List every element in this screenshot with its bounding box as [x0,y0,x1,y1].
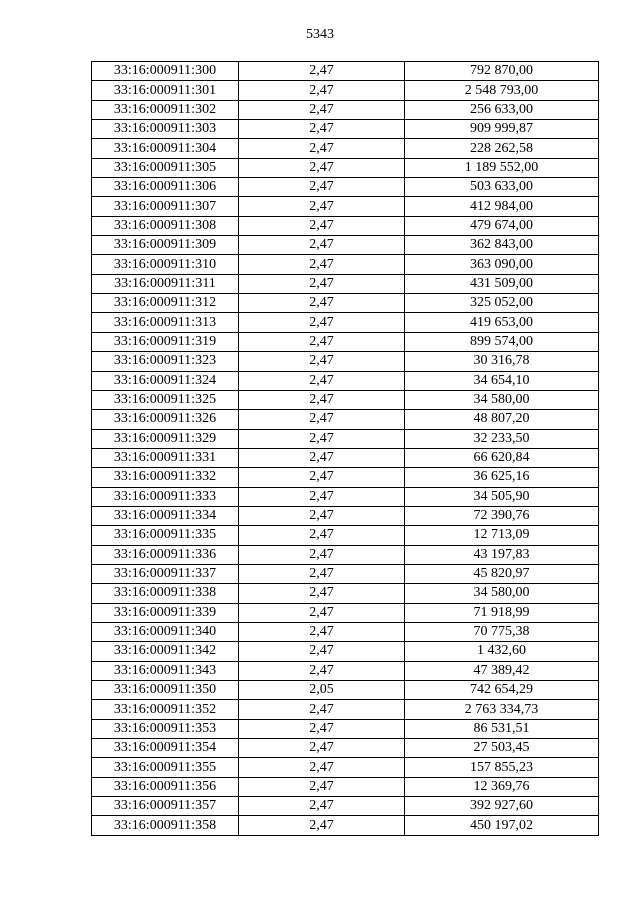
value-cell: 66 620,84 [405,448,599,467]
table-row [92,448,599,467]
table-row [92,139,599,158]
coefficient-cell: 2,47 [239,197,405,216]
value-cell: 27 503,45 [405,739,599,758]
coefficient-cell: 2,47 [239,352,405,371]
coefficient-cell: 2,47 [239,81,405,100]
data-table [91,61,599,836]
value-cell: 12 713,09 [405,526,599,545]
table-row [92,622,599,641]
coefficient-cell: 2,47 [239,758,405,777]
value-cell: 70 775,38 [405,622,599,641]
cadastral-number-cell: 33:16:000911:334 [92,506,239,525]
coefficient-cell: 2,47 [239,584,405,603]
coefficient-cell: 2,47 [239,158,405,177]
coefficient-cell: 2,47 [239,216,405,235]
coefficient-cell: 2,47 [239,429,405,448]
table-row [92,62,599,81]
cadastral-number-cell: 33:16:000911:309 [92,236,239,255]
table-row [92,758,599,777]
table-row [92,294,599,313]
cadastral-number-cell: 33:16:000911:357 [92,797,239,816]
coefficient-cell: 2,47 [239,603,405,622]
coefficient-cell: 2,47 [239,700,405,719]
coefficient-cell: 2,47 [239,642,405,661]
value-cell: 742 654,29 [405,681,599,700]
value-cell: 362 843,00 [405,236,599,255]
table-row [92,120,599,139]
coefficient-cell: 2,47 [239,526,405,545]
table-row [92,584,599,603]
table-row [92,81,599,100]
cadastral-number-cell: 33:16:000911:339 [92,603,239,622]
value-cell: 392 927,60 [405,797,599,816]
cadastral-number-cell: 33:16:000911:329 [92,429,239,448]
coefficient-cell: 2,47 [239,410,405,429]
table-body [92,62,599,836]
value-cell: 412 984,00 [405,197,599,216]
coefficient-cell: 2,05 [239,681,405,700]
table-row [92,564,599,583]
value-cell: 256 633,00 [405,100,599,119]
value-cell: 12 369,76 [405,777,599,796]
table-row [92,700,599,719]
cadastral-number-cell: 33:16:000911:305 [92,158,239,177]
table-row [92,719,599,738]
cadastral-number-cell: 33:16:000911:352 [92,700,239,719]
table-row [92,197,599,216]
coefficient-cell: 2,47 [239,236,405,255]
cadastral-number-cell: 33:16:000911:301 [92,81,239,100]
coefficient-cell: 2,47 [239,120,405,139]
table-row [92,487,599,506]
table-row [92,313,599,332]
cadastral-number-cell: 33:16:000911:319 [92,332,239,351]
value-cell: 450 197,02 [405,816,599,835]
coefficient-cell: 2,47 [239,661,405,680]
coefficient-cell: 2,47 [239,294,405,313]
table-row [92,255,599,274]
cadastral-number-cell: 33:16:000911:302 [92,100,239,119]
table-row [92,816,599,835]
cadastral-number-cell: 33:16:000911:340 [92,622,239,641]
value-cell: 2 763 334,73 [405,700,599,719]
cadastral-number-cell: 33:16:000911:306 [92,178,239,197]
coefficient-cell: 2,47 [239,506,405,525]
cadastral-number-cell: 33:16:000911:350 [92,681,239,700]
coefficient-cell: 2,47 [239,816,405,835]
coefficient-cell: 2,47 [239,545,405,564]
cadastral-number-cell: 33:16:000911:311 [92,274,239,293]
table-row [92,371,599,390]
coefficient-cell: 2,47 [239,719,405,738]
cadastral-number-cell: 33:16:000911:310 [92,255,239,274]
value-cell: 45 820,97 [405,564,599,583]
cadastral-number-cell: 33:16:000911:325 [92,390,239,409]
cadastral-number-cell: 33:16:000911:313 [92,313,239,332]
coefficient-cell: 2,47 [239,777,405,796]
coefficient-cell: 2,47 [239,255,405,274]
table-row [92,468,599,487]
value-cell: 325 052,00 [405,294,599,313]
table-row [92,661,599,680]
table-row [92,390,599,409]
value-cell: 72 390,76 [405,506,599,525]
value-cell: 792 870,00 [405,62,599,81]
cadastral-number-cell: 33:16:000911:308 [92,216,239,235]
value-cell: 479 674,00 [405,216,599,235]
value-cell: 157 855,23 [405,758,599,777]
table-row [92,681,599,700]
cadastral-number-cell: 33:16:000911:342 [92,642,239,661]
cadastral-number-cell: 33:16:000911:312 [92,294,239,313]
cadastral-number-cell: 33:16:000911:358 [92,816,239,835]
cadastral-number-cell: 33:16:000911:343 [92,661,239,680]
cadastral-number-cell: 33:16:000911:353 [92,719,239,738]
value-cell: 363 090,00 [405,255,599,274]
cadastral-number-cell: 33:16:000911:300 [92,62,239,81]
table-row [92,797,599,816]
coefficient-cell: 2,47 [239,371,405,390]
value-cell: 34 505,90 [405,487,599,506]
value-cell: 34 580,00 [405,584,599,603]
value-cell: 30 316,78 [405,352,599,371]
table-row [92,274,599,293]
value-cell: 1 432,60 [405,642,599,661]
table-row [92,410,599,429]
table-row [92,236,599,255]
coefficient-cell: 2,47 [239,468,405,487]
value-cell: 34 580,00 [405,390,599,409]
table-row [92,777,599,796]
cadastral-number-cell: 33:16:000911:307 [92,197,239,216]
value-cell: 32 233,50 [405,429,599,448]
table-row [92,332,599,351]
table-row [92,158,599,177]
coefficient-cell: 2,47 [239,390,405,409]
coefficient-cell: 2,47 [239,313,405,332]
coefficient-cell: 2,47 [239,448,405,467]
cadastral-number-cell: 33:16:000911:323 [92,352,239,371]
coefficient-cell: 2,47 [239,100,405,119]
value-cell: 43 197,83 [405,545,599,564]
coefficient-cell: 2,47 [239,797,405,816]
coefficient-cell: 2,47 [239,178,405,197]
coefficient-cell: 2,47 [239,564,405,583]
cadastral-number-cell: 33:16:000911:303 [92,120,239,139]
cadastral-number-cell: 33:16:000911:331 [92,448,239,467]
coefficient-cell: 2,47 [239,487,405,506]
cadastral-number-cell: 33:16:000911:356 [92,777,239,796]
cadastral-number-cell: 33:16:000911:337 [92,564,239,583]
value-cell: 47 389,42 [405,661,599,680]
cadastral-number-cell: 33:16:000911:338 [92,584,239,603]
value-cell: 1 189 552,00 [405,158,599,177]
coefficient-cell: 2,47 [239,274,405,293]
value-cell: 86 531,51 [405,719,599,738]
cadastral-number-cell: 33:16:000911:336 [92,545,239,564]
cadastral-number-cell: 33:16:000911:335 [92,526,239,545]
value-cell: 228 262,58 [405,139,599,158]
table-row [92,739,599,758]
value-cell: 2 548 793,00 [405,81,599,100]
cadastral-number-cell: 33:16:000911:355 [92,758,239,777]
table-row [92,506,599,525]
coefficient-cell: 2,47 [239,62,405,81]
table-row [92,545,599,564]
cadastral-number-cell: 33:16:000911:333 [92,487,239,506]
page-number: 5343 [306,27,334,42]
table-row [92,100,599,119]
table-row [92,429,599,448]
coefficient-cell: 2,47 [239,622,405,641]
value-cell: 34 654,10 [405,371,599,390]
table-row [92,603,599,622]
table-row [92,178,599,197]
cadastral-number-cell: 33:16:000911:324 [92,371,239,390]
table-row [92,352,599,371]
value-cell: 431 509,00 [405,274,599,293]
coefficient-cell: 2,47 [239,139,405,158]
table-row [92,642,599,661]
cadastral-number-cell: 33:16:000911:326 [92,410,239,429]
value-cell: 419 653,00 [405,313,599,332]
value-cell: 48 807,20 [405,410,599,429]
coefficient-cell: 2,47 [239,332,405,351]
value-cell: 909 999,87 [405,120,599,139]
value-cell: 503 633,00 [405,178,599,197]
coefficient-cell: 2,47 [239,739,405,758]
value-cell: 36 625,16 [405,468,599,487]
value-cell: 71 918,99 [405,603,599,622]
cadastral-number-cell: 33:16:000911:332 [92,468,239,487]
value-cell: 899 574,00 [405,332,599,351]
table-row [92,216,599,235]
table-row [92,526,599,545]
cadastral-number-cell: 33:16:000911:354 [92,739,239,758]
cadastral-number-cell: 33:16:000911:304 [92,139,239,158]
